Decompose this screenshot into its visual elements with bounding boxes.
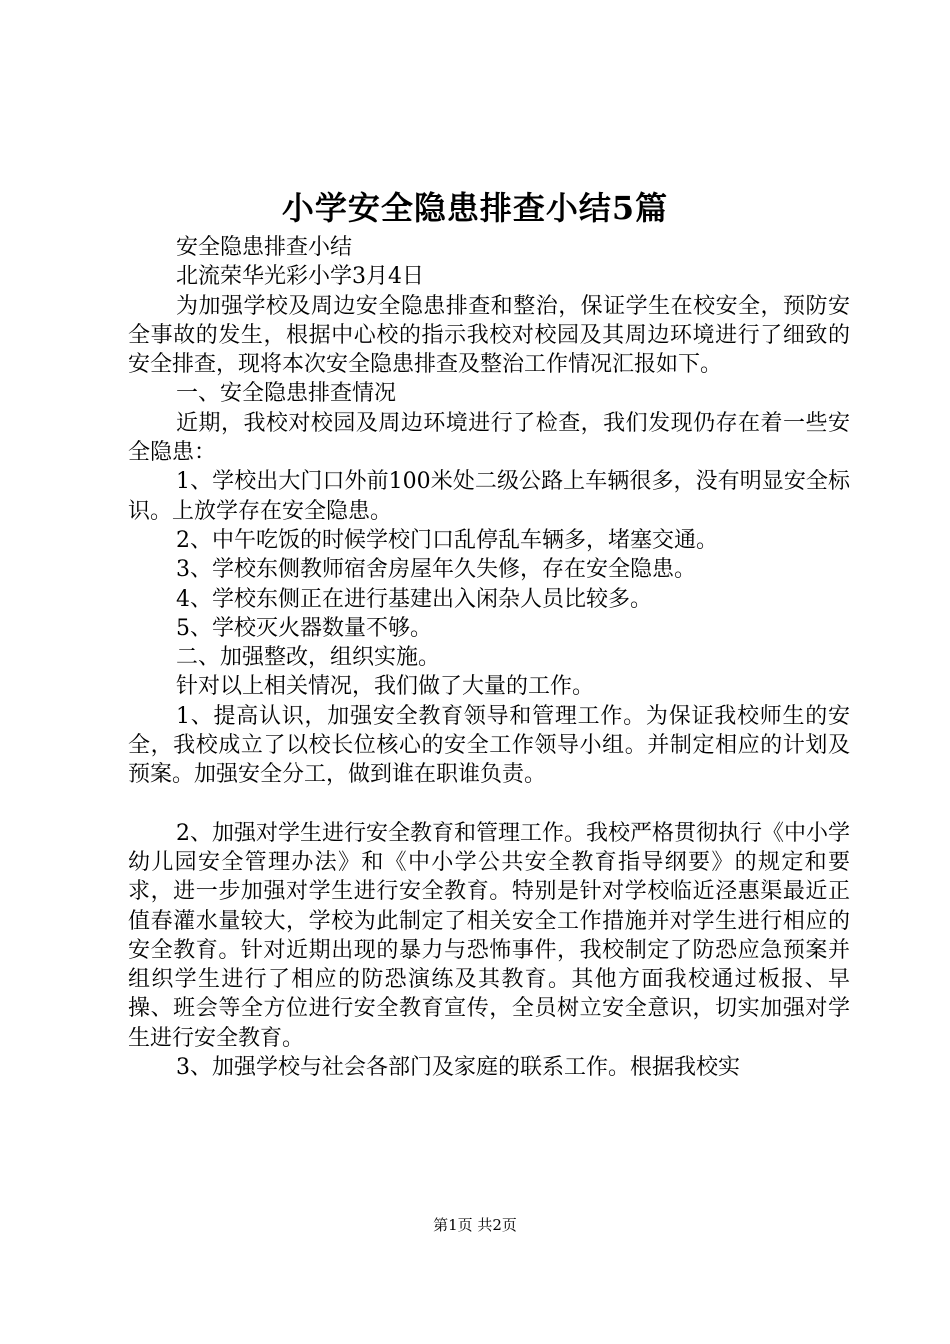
list-item: 5、学校灭火器数量不够。: [176, 615, 432, 641]
list-item: 3、加强学校与社会各部门及家庭的联系工作。根据我校实: [176, 1055, 740, 1081]
list-item: 3、学校东侧教师宿舍房屋年久失修，存在安全隐患。: [176, 557, 696, 583]
paragraph-intro: 为加强学校及周边安全隐患排查和整治，保证学生在校安全，预防安全事故的发生，根据中心校的指示我校对校园及其周边环境进行了细致的安全排查，现将本次安全隐患排查及整治工作情况汇报如下。: [128, 293, 850, 378]
document-title: 小学安全隐患排查小结5篇: [281, 189, 669, 227]
paragraph-school-date: 北流荣华光彩小学3月4日: [176, 264, 424, 290]
paragraph: 针对以上相关情况，我们做了大量的工作。: [176, 674, 595, 700]
section-heading-2: 二、加强整改，组织实施。: [176, 645, 441, 671]
paragraph-subtitle: 安全隐患排查小结: [176, 235, 353, 260]
section-heading-1: 一、安全隐患排查情况: [176, 381, 397, 407]
list-item: 1、提高认识，加强安全教育领导和管理工作。为保证我校师生的安全，我校成立了以校长位核心的安全工作领导小组。并制定相应的计划及预案。加强安全分工，做到谁在职谁负责。: [128, 703, 850, 788]
list-item: 2、加强对学生进行安全教育和管理工作。我校严格贯彻执行《中小学幼儿园安全管理办法》和《中小学公共安全教育指导纲要》的规定和要求，进一步加强对学生进行安全教育。特别是针对学校临近泾惠渠最近正值春灌水量较大，学校为此制定了相关安全工作措施并对学生进行相应的安全教育。针对近期出现的暴力与恐怖事件，我校制定了防恐应急预案并组织学生进行了相应的防恐演练及其教育。其他方面我校通过板报、早操、班会等全方位进行安全教育宣传，全员树立安全意识，切实加强对学生进行安全教育。: [128, 820, 850, 1051]
list-item: 2、中午吃饭的时候学校门口乱停乱车辆多，堵塞交通。: [176, 527, 718, 553]
document-body: [128, 233, 850, 1082]
paragraph: 近期，我校对校园及周边环境进行了检查，我们发现仍存在着一些安全隐患：: [128, 410, 850, 466]
list-item: 4、学校东侧正在进行基建出入闲杂人员比较多。: [176, 586, 652, 612]
page-number-footer: 第1页 共2页: [433, 1216, 517, 1234]
list-item: 1、学校出大门口外前100米处二级公路上车辆很多，没有明显安全标识。上放学存在安全隐患。: [128, 469, 850, 524]
